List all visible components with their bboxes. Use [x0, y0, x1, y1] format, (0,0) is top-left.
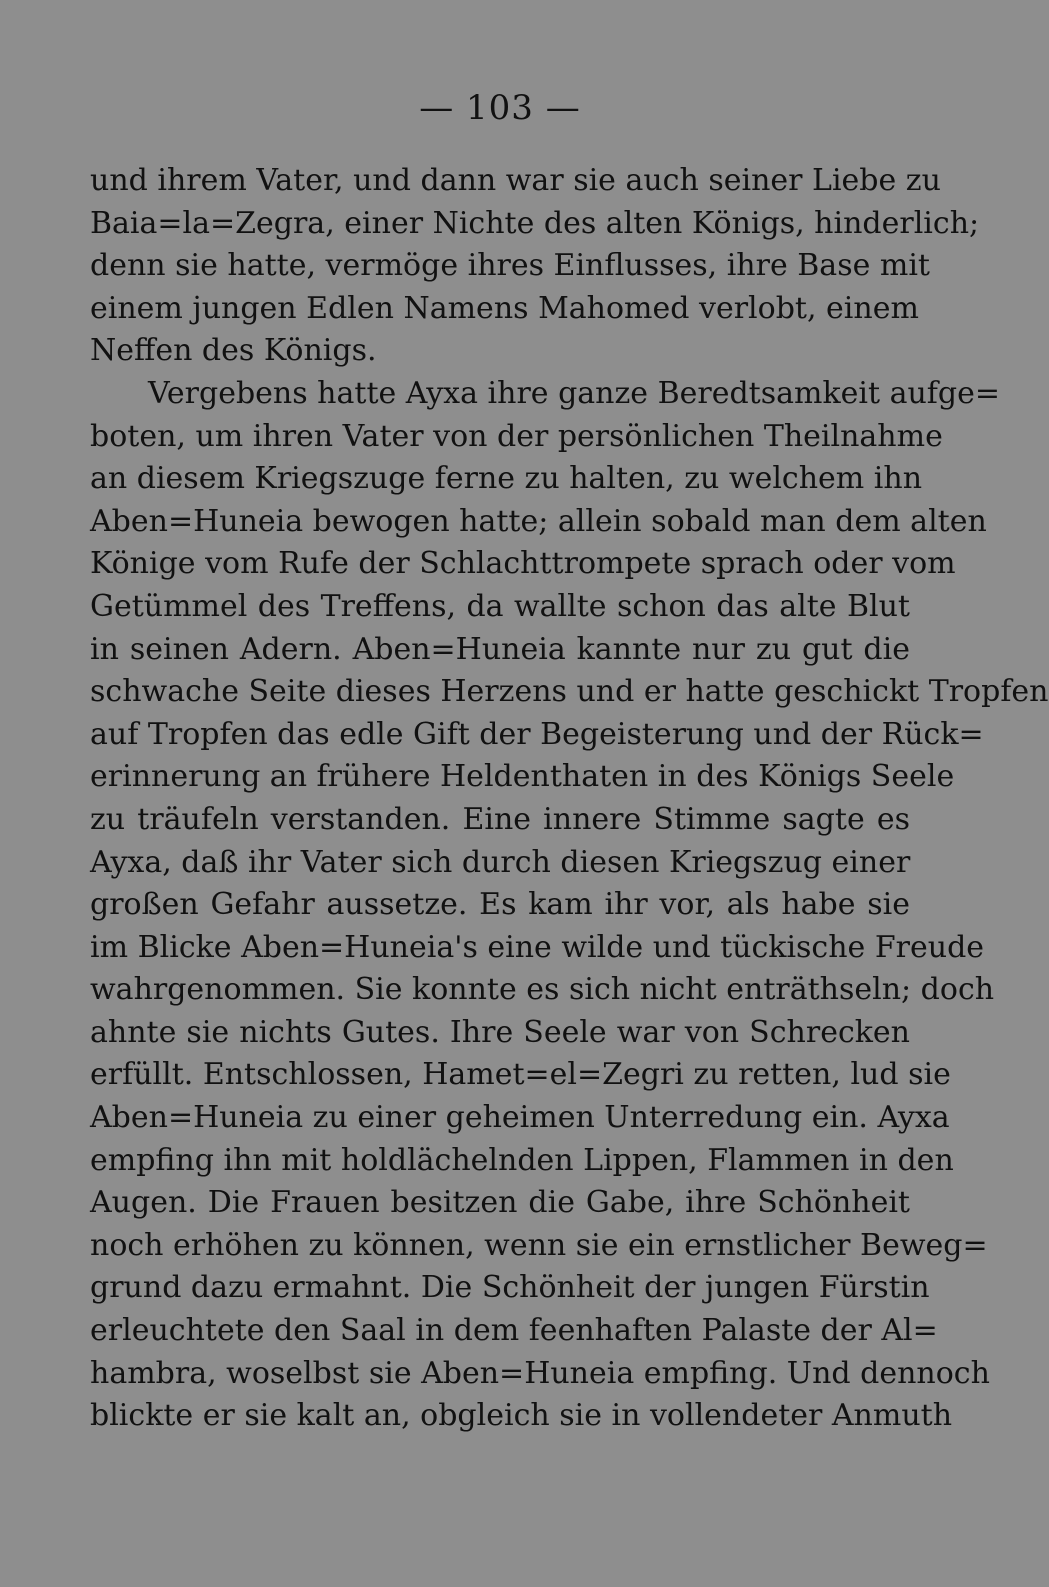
text-line: und ihrem Vater, und dann war sie auch seiner Liebe zu	[90, 163, 941, 198]
text-line: grund dazu ermahnt. Die Schönheit der jungen Fürstin	[90, 1270, 930, 1306]
text-line: zu träufeln verstanden. Eine innere Stimme sagte es	[90, 801, 910, 837]
text-line: empfing ihn mit holdlächelnden Lippen, Flammen in den	[90, 1142, 954, 1178]
text-line: Aben=Huneia bewogen hatte; allein sobald man dem alten	[90, 503, 987, 539]
text-line: einem jungen Edlen Namens Mahomed verlobt, einem	[90, 290, 919, 326]
text-line: im Blicke Aben=Huneia's eine wilde und tückische Freude	[90, 929, 985, 965]
text-line: großen Gefahr aussetze. Es kam ihr vor, als habe sie	[90, 887, 910, 923]
text-line: Augen. Die Frauen besitzen die Gabe, ihre Schönheit	[90, 1185, 910, 1221]
text-line: denn sie hatte, vermöge ihres Einflusses, ihre Base mit	[90, 248, 930, 284]
text-line: erfüllt. Entschlossen, Hamet=el=Zegri zu retten, lud sie	[90, 1057, 951, 1093]
text-line: noch erhöhen zu können, wenn sie ein ernstlicher Beweg=	[90, 1227, 988, 1263]
text-line: Baia=la=Zegra, einer Nichte des alten Königs, hinderlich;	[90, 205, 980, 241]
text-line: blickte er sie kalt an, obgleich sie in vollendeter Anmuth	[90, 1398, 953, 1434]
text-line: hambra, woselbst sie Aben=Huneia empfing. Und dennoch	[90, 1355, 990, 1391]
text-line: erleuchtete den Saal in dem feenhaften Palaste der Al=	[90, 1313, 938, 1349]
body-text	[90, 160, 1049, 1438]
text-line: schwache Seite dieses Herzens und er hatte geschickt Tropfen	[90, 674, 1049, 710]
text-line: erinnerung an frühere Heldenthaten in des Königs Seele	[90, 759, 955, 795]
text-line: in seinen Adern. Aben=Huneia kannte nur zu gut die	[90, 631, 910, 667]
text-line: Vergebens hatte Ayxa ihre ganze Beredtsamkeit aufge=	[148, 375, 1000, 411]
text-line: an diesem Kriegszuge ferne zu halten, zu welchem ihn	[90, 461, 923, 497]
text-line: wahrgenommen. Sie konnte es sich nicht enträthseln; doch	[90, 972, 995, 1008]
text-line: Getümmel des Treffens, da wallte schon das alte Blut	[90, 588, 910, 624]
text-line: Könige vom Rufe der Schlachttrompete sprach oder vom	[90, 546, 956, 582]
text-line: auf Tropfen das edle Gift der Begeisterung und der Rück=	[90, 716, 984, 752]
text-line: Aben=Huneia zu einer geheimen Unterredung ein. Ayxa	[90, 1100, 950, 1136]
text-line: Neffen des Königs.	[90, 333, 377, 369]
text-line: ahnte sie nichts Gutes. Ihre Seele war von Schrecken	[90, 1014, 910, 1050]
page-number: — 103 —	[419, 88, 581, 128]
text-line: boten, um ihren Vater von der persönlichen Theilnahme	[90, 418, 943, 454]
text-line: Ayxa, daß ihr Vater sich durch diesen Kriegszug einer	[90, 844, 911, 880]
